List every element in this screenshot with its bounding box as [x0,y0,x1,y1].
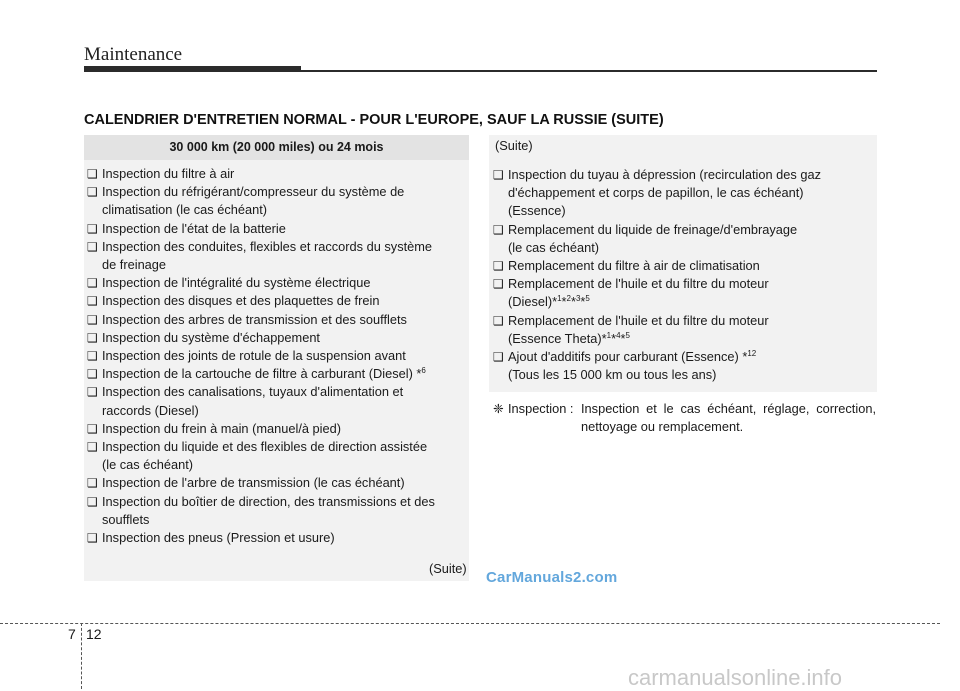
checkbox-icon: ❑ [493,259,504,274]
checkbox-icon: ❑ [87,494,98,509]
list-item: ❑ Inspection du réfrigérant/compresseur du système de climatisation (le cas échéant) [87,184,405,218]
checkbox-icon: ❑ [87,440,98,455]
checkbox-icon: ❑ [87,276,98,291]
note-label: Inspection : [508,401,574,416]
checkbox-icon: ❑ [87,221,98,236]
chapter-number: 7 [68,626,76,642]
site-watermark: carmanualsonline.info [628,665,843,690]
page-number: 12 [86,626,102,642]
checkbox-icon: ❑ [87,531,98,546]
footer-divider [81,623,82,689]
list-item: ❑ Remplacement du filtre à air de climatisation [493,258,760,274]
checkbox-icon: ❑ [87,385,98,400]
footer-rule [0,623,940,624]
list-item: ❑ Inspection de l'état de la batterie [87,220,286,236]
left-checklist [86,165,466,547]
header-rule-thick [84,66,301,72]
list-item: ❑ Inspection de l'intégralité du système électrique [87,275,371,291]
right-checklist [492,166,872,384]
checkbox-icon: ❑ [87,476,98,491]
checkbox-icon: ❑ [87,367,98,382]
list-item: ❑ Inspection du tuyau à dépression (recirculation des gaz d'échappement et corps de papillon, le cas échéant) (Essence) [493,167,821,219]
checkbox-icon: ❑ [87,294,98,309]
checkbox-icon: ❑ [493,313,504,328]
header-rule-thin [301,70,877,72]
list-item: ❑ Inspection des joints de rotule de la suspension avant [87,348,406,364]
checkbox-icon: ❑ [493,168,504,182]
list-item: ❑ Inspection des disques et des plaquettes de frein [87,293,380,309]
note-icon: ❈ [493,401,504,416]
page-header-title: Maintenance [84,44,183,65]
list-item: ❑ Inspection des arbres de transmission et des soufflets [87,311,407,327]
list-item: ❑ Inspection des conduites, flexibles et raccords du système de freinage [87,238,433,273]
checkbox-icon: ❑ [87,349,98,364]
continued-label: (Suite) [429,561,467,576]
checkbox-icon: ❑ [87,239,98,254]
checkbox-icon: ❑ [493,350,504,365]
continued-label: (Suite) [495,138,533,153]
list-item: ❑ Inspection du boîtier de direction, des transmissions et des soufflets [87,493,435,527]
list-item: ❑ Inspection des pneus (Pression et usure) [87,530,335,546]
checkbox-icon: ❑ [87,167,98,181]
list-item: ❑ Inspection des canalisations, tuyaux d'alimentation et raccords (Diesel) [87,384,404,418]
list-item: ❑ Inspection du filtre à air [87,166,235,181]
checkbox-icon: ❑ [87,312,98,327]
checkbox-icon: ❑ [87,421,98,436]
checkbox-icon: ❑ [493,222,504,237]
checkbox-icon: ❑ [87,185,98,200]
checkbox-icon: ❑ [493,277,504,292]
list-item: ❑ Inspection de l'arbre de transmission (le cas échéant) [87,475,405,491]
list-item: ❑ Remplacement de l'huile et du filtre du moteur (Diesel)*$^1$*$^2$*$^3$*$^5$ [493,276,769,310]
interval-heading: 30 000 km (20 000 miles) ou 24 mois [84,135,469,160]
watermark-link[interactable]: CarManuals2.com [486,569,618,586]
list-item: ❑ Inspection du liquide et des flexibles de direction assistée (le cas échéant) [87,439,428,473]
list-item: ❑ Ajout d'additifs pour carburant (Essence) *$^{12}$ (Tous les 15 000 km ou tous les ans) [493,349,757,383]
section-title: CALENDRIER D'ENTRETIEN NORMAL - POUR L'EUROPE, SAUF LA RUSSIE (SUITE) [84,112,664,128]
footnote-ref: 6 [421,366,426,376]
checkbox-icon: ❑ [87,330,98,345]
list-item: ❑ Remplacement du liquide de freinage/d'embrayage (le cas échéant) [493,221,798,255]
list-item: ❑ Inspection du frein à main (manuel/à pied) [87,420,342,436]
list-item: ❑ Remplacement de l'huile et du filtre du moteur (Essence Theta)*$^1$*$^4$*$^5$ [493,312,769,346]
list-item: ❑ Inspection de la cartouche de filtre à carburant (Diesel) *$^6$ [87,366,426,382]
note-text: Inspection et le cas échéant, réglage, correction, nettoyage ou remplacement. [581,401,876,434]
list-item: ❑ Inspection du système d'échappement [87,329,320,345]
